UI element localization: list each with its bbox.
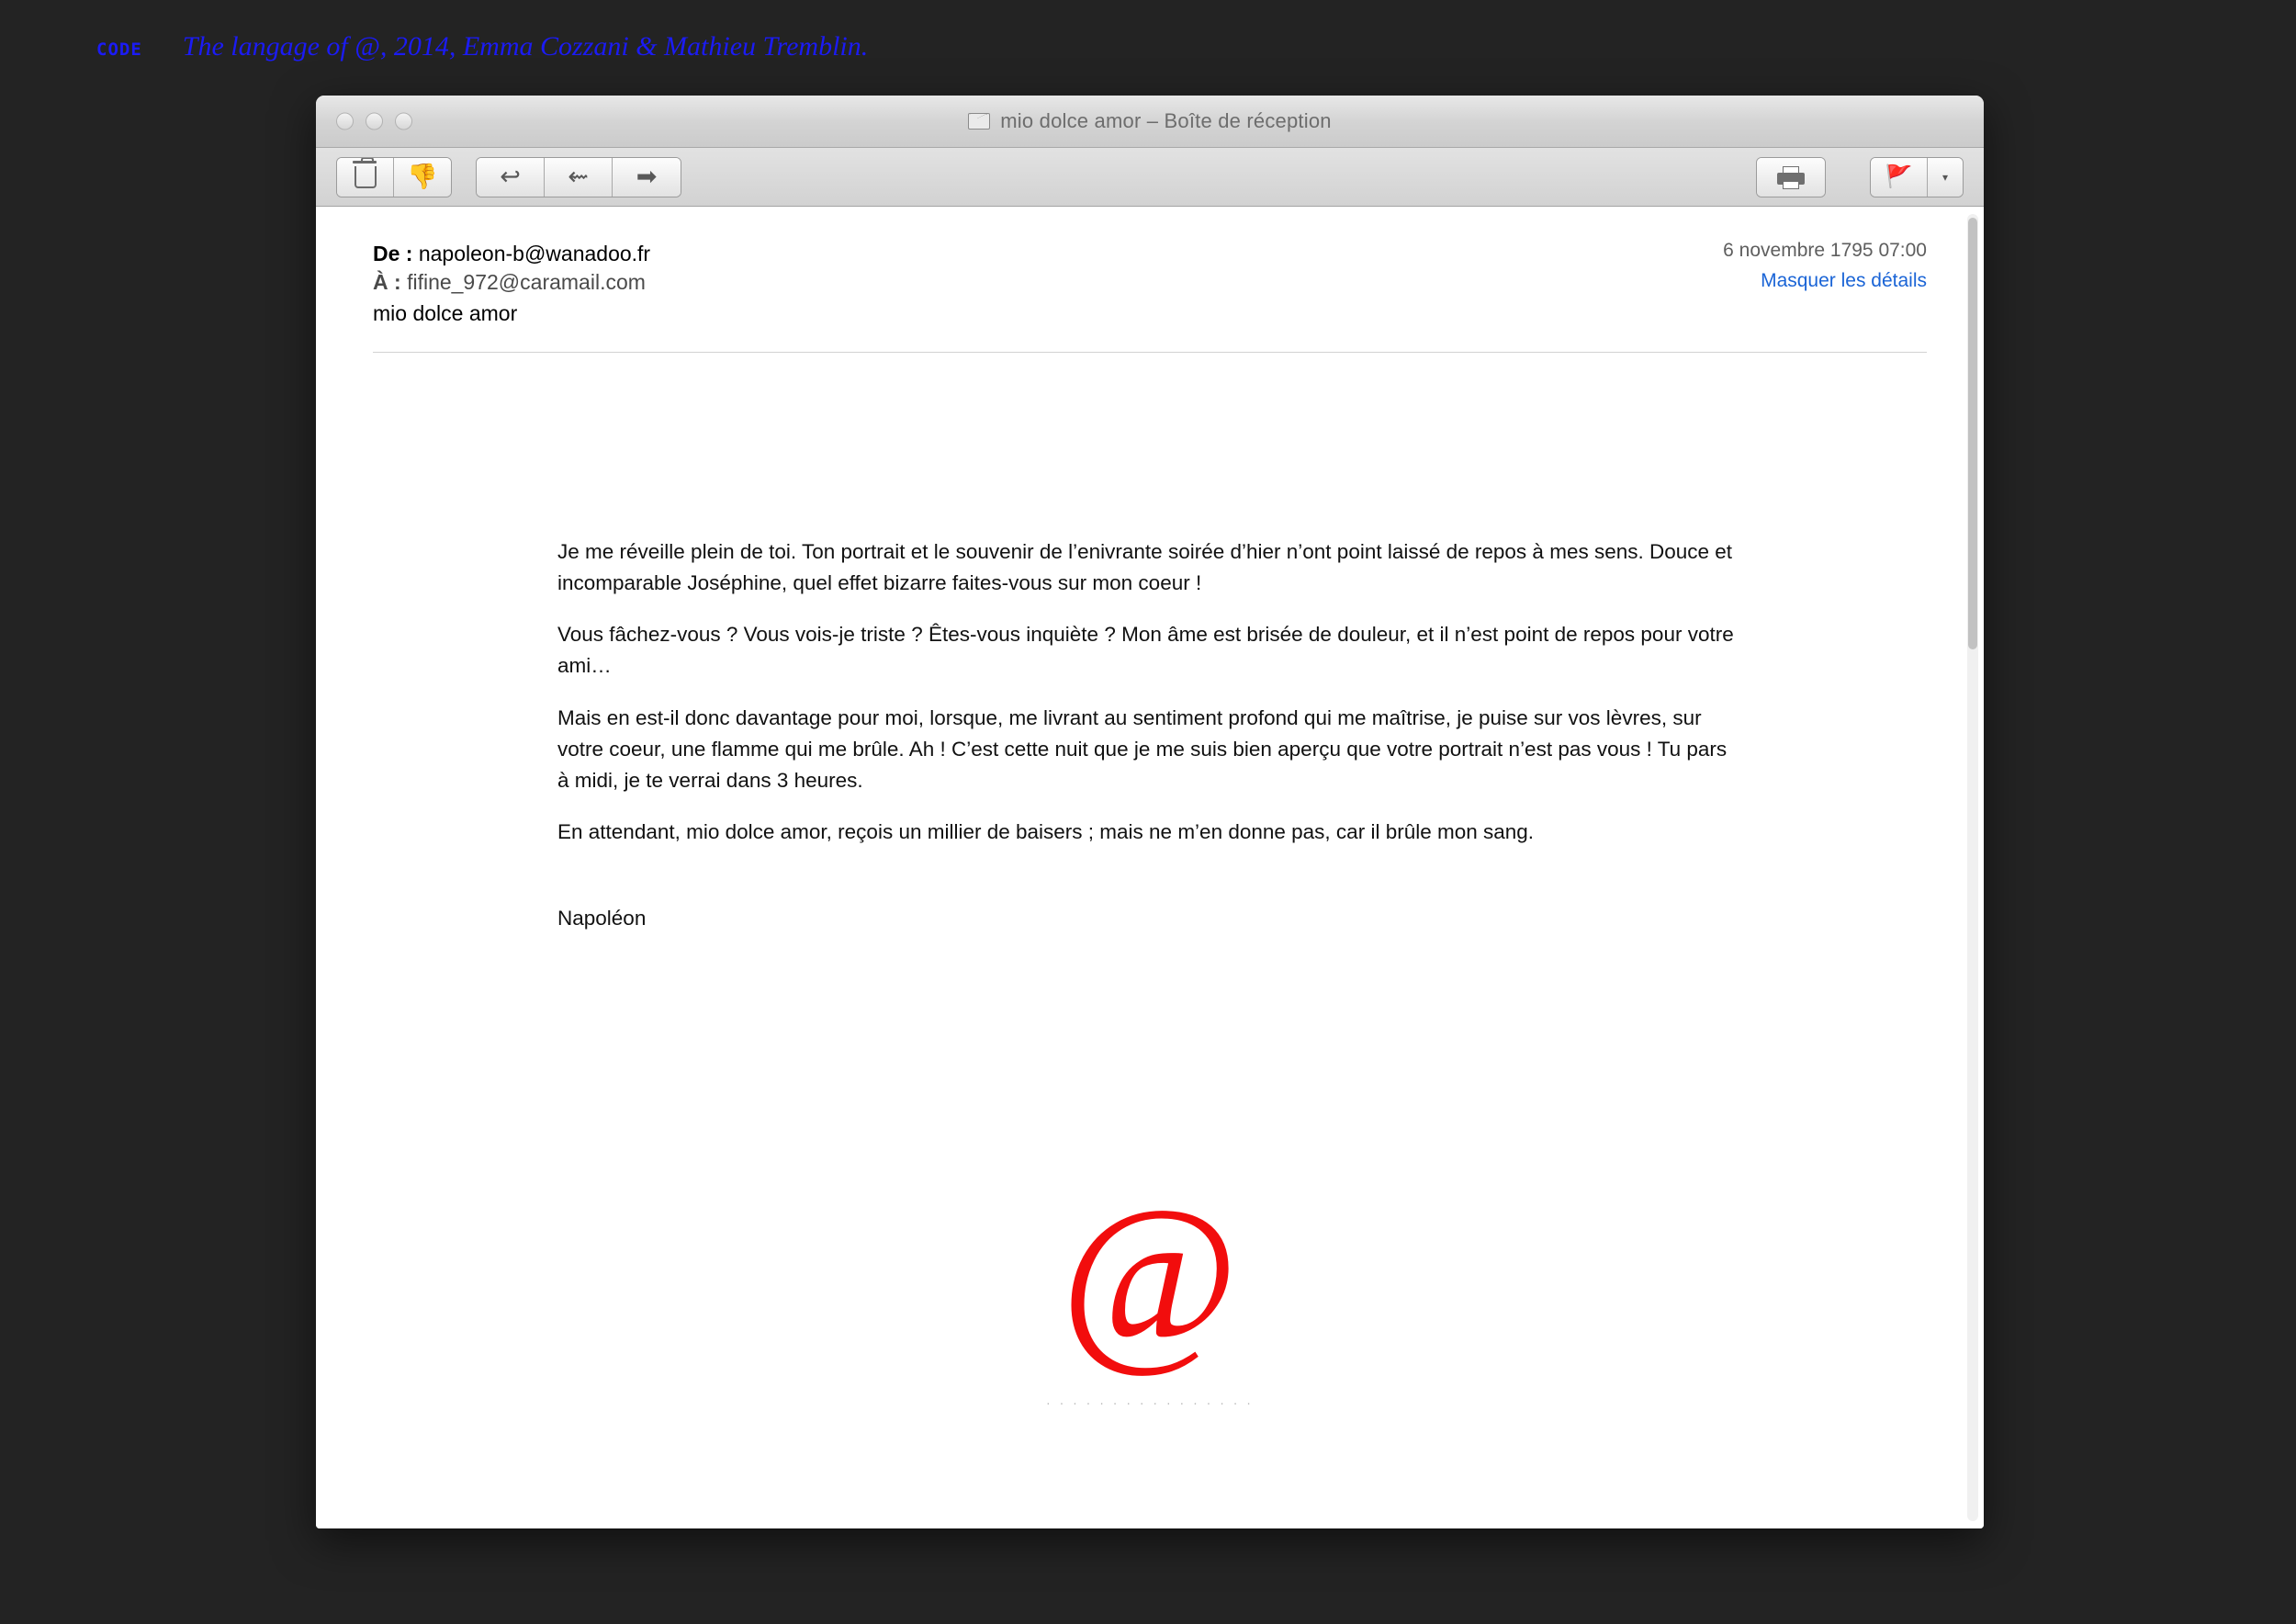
window-title [316,109,1984,133]
caption-title-label: The langage of @, 2014, Emma Cozzani & Mathieu Tremblin. [182,31,869,62]
from-label: De : [373,242,413,265]
printer-icon [1777,166,1805,188]
from-line [373,240,650,268]
trash-icon [355,166,377,188]
message-header-fields [373,240,650,328]
flag-button[interactable] [1871,158,1928,197]
window-title-text: mio dolce amor – Boîte de réception [1000,109,1332,132]
message-subject: mio dolce amor [373,300,518,325]
reply-icon: ↩ [500,163,521,190]
mail-window [316,96,1984,1528]
close-button[interactable] [336,113,354,130]
hide-details-link[interactable]: Masquer les détails [1761,270,1927,291]
reply-all-button[interactable] [545,158,613,197]
flag-menu-button[interactable] [1928,158,1963,197]
flag-icon: 🚩 [1885,164,1913,189]
minimize-button[interactable] [366,113,383,130]
toolbar-right-group [1756,157,1964,197]
forward-button[interactable] [613,158,681,197]
message-signature: Napoléon [557,907,647,930]
message-content [316,207,1984,1528]
reply-group [476,157,681,197]
message-toolbar [316,148,1984,207]
to-address[interactable]: fifine_972@caramail.com [407,270,646,295]
at-symbol-icon: @ [1061,1168,1239,1382]
window-controls [336,113,412,130]
message-body [557,353,1742,935]
zoom-button[interactable] [395,113,412,130]
message-header [373,240,1927,328]
forward-icon: ➡ [636,163,658,190]
attachment-area [373,1168,1927,1382]
caption-code-label: CODE [96,39,142,60]
print-group [1756,157,1826,197]
reply-all-icon: ⇜ [568,163,589,190]
message-header-meta [1723,240,1927,292]
junk-button[interactable] [394,158,451,197]
chevron-down-icon: ▾ [1941,170,1949,184]
body-paragraph: Mais en est-il donc davantage pour moi, lorsque, me livrant au sentiment profond qui me maîtrise, je puise sur vos lèvres, sur votre coeur, une flamme qui me brûle. Ah ! C’est cette nuit que je me suis bien aperçu que votre portrait n’est pas vous ! Tu pars à midi, je te verrai dans 3 heures. [557,705,1728,792]
body-paragraph: Vous fâchez-vous ? Vous vois-je triste ? Êtes-vous inquiète ? Mon âme est brisée de douleur, et il n’est point de repos pour votre ami… [557,623,1734,678]
window-titlebar[interactable] [316,96,1984,148]
from-address[interactable]: napoleon-b@wanadoo.fr [418,242,651,265]
message-pane [316,207,1984,1410]
body-paragraph: En attendant, mio dolce amor, reçois un millier de baisers ; mais ne m’en donne pas, car il brûle mon sang. [557,820,1535,844]
scrollbar-thumb[interactable] [1968,218,1977,649]
junk-mail-icon: 👎 [407,163,438,190]
artwork-caption [96,31,868,62]
reply-button[interactable] [477,158,545,197]
to-line [373,268,650,297]
message-scrollbar[interactable] [1967,214,1978,1521]
flag-group [1870,157,1964,197]
message-date: 6 novembre 1795 07:00 [1723,240,1927,261]
footer-dots: · · · · · · · · · · · · · · · · [1046,1394,1254,1410]
print-button[interactable] [1757,158,1825,197]
to-label: À : [373,270,401,295]
delete-button[interactable] [337,158,394,197]
mail-icon [968,113,990,130]
body-paragraph: Je me réveille plein de toi. Ton portrait et le souvenir de l’enivrante soirée d’hier n’ont point laissé de repos à mes sens. Douce et incomparable Joséphine, quel effet bizarre faites-vous sur mon coeur ! [557,539,1733,594]
delete-group [336,157,452,197]
